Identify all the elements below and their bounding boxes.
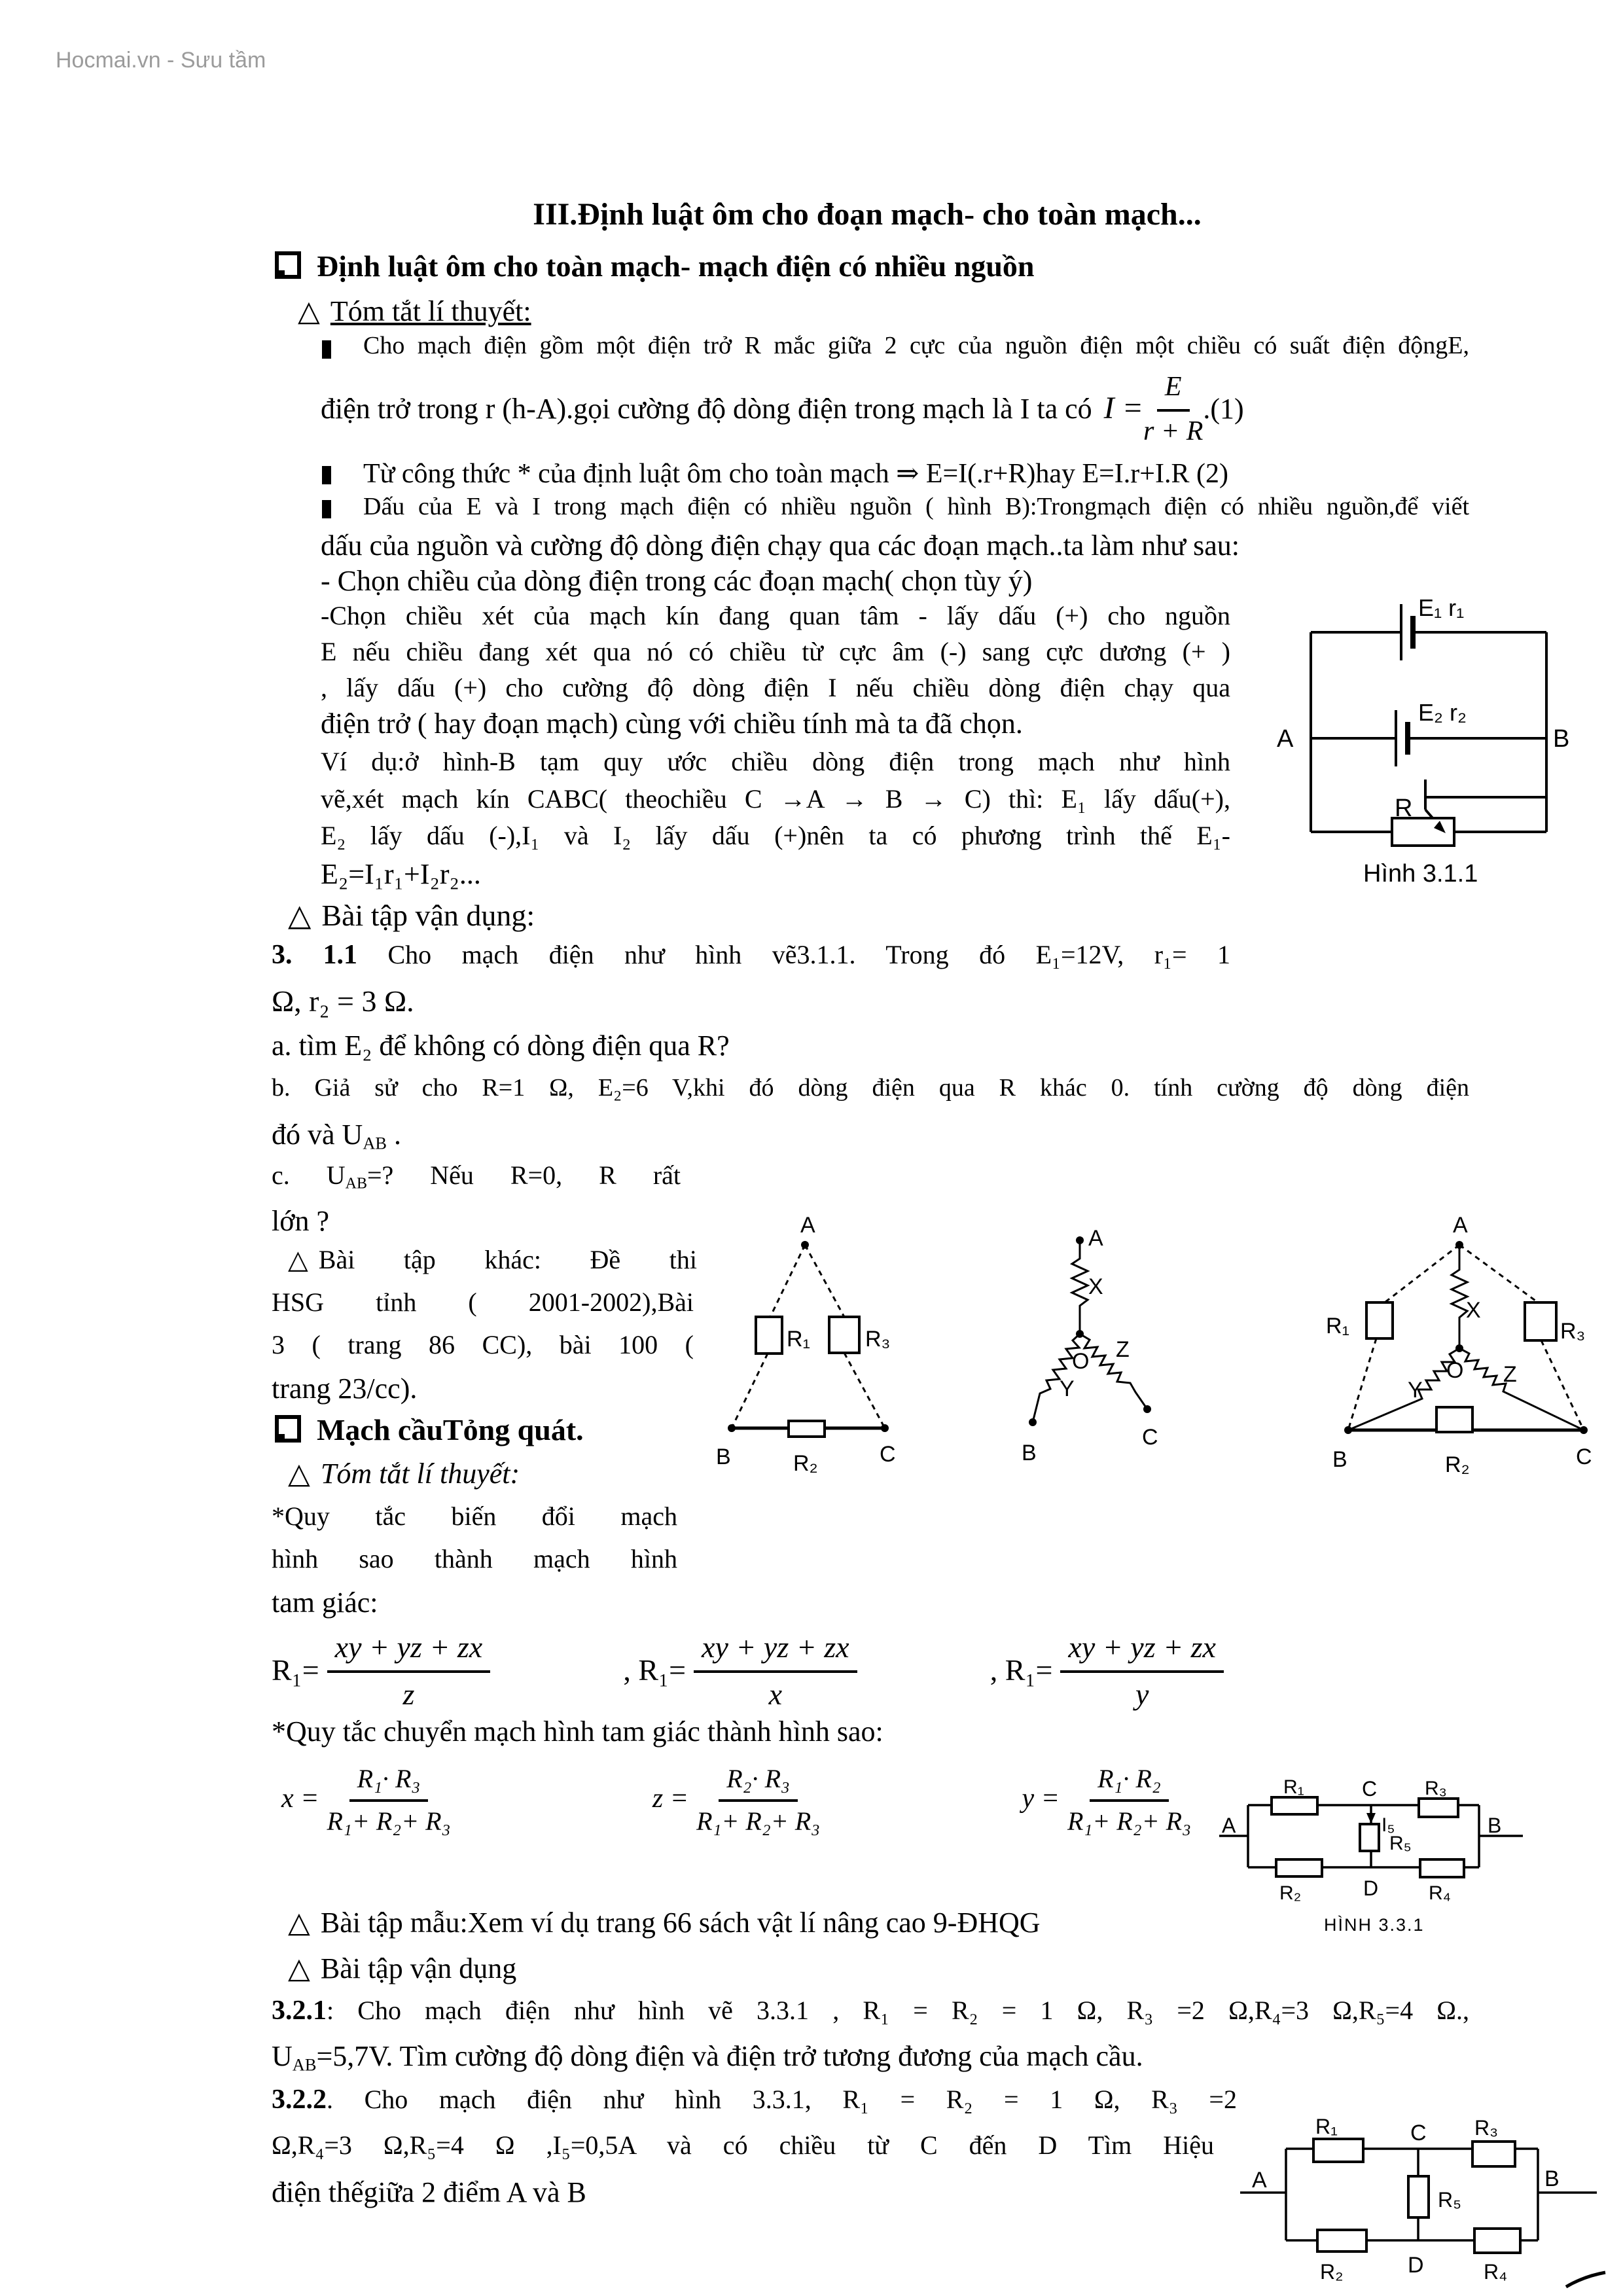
formula-lhs: x = [281,1784,319,1814]
fraction-den: r + R [1143,416,1204,446]
section2-heading [275,1412,584,1448]
formula-lhs: z = [652,1784,689,1814]
text-span: Cho mạch điện như hình vẽ3.1.1. Trong đó E₁=12V, r₁= 1 [357,940,1231,969]
square-box-icon [275,1415,301,1443]
text-span: . Cho mạch điện như hình 3.3.1, R₁ = R₂ = 1 Ω, R₃ =2 [327,2085,1237,2114]
fraction-num: E [1157,370,1190,412]
text-line: , lấy dấu (+) cho cường độ dòng điện I nếu chiều dòng điện chạy qua [321,673,1230,702]
label-Y: Y [1408,1378,1423,1403]
problem-321-line1 [272,1995,1469,2028]
subsection-theory-2 [288,1457,520,1491]
text-line: 3 ( trang 86 CC), bài 100 ( [272,1330,694,1359]
figure-bridge-3-3-1 [1214,1767,1594,1944]
apply-heading-1-text: Bài tập vận dụng: [321,899,535,932]
figure-caption: HÌNH 3.3.1 [1324,1915,1425,1935]
text-line: điện trở ( hay đoạn mạch) cùng với chiều tính mà ta đã chọn. [321,708,1023,740]
fraction [327,1762,450,1837]
fraction-num: xy + yz + zx [694,1628,857,1673]
section2-heading-text: Mạch cầuTỏng quát. [317,1413,584,1446]
fraction-num: R₂· R₃ [719,1762,798,1802]
formula-ohm-total-row [321,370,1244,448]
formula-term [652,1762,820,1837]
formula-lhs: I = [1103,391,1144,426]
label-R: R [1395,795,1413,822]
formula-tag: .(1) [1203,392,1244,425]
formula-lhs: , R₁= [990,1653,1053,1687]
label-Y: Y [1060,1376,1075,1401]
subscript: AB [363,1133,387,1153]
label-I5: I₅ [1382,1814,1395,1836]
label-B: B [1332,1447,1347,1472]
square-bullet-icon [322,500,331,518]
text-line: - Chọn chiều của dòng điện trong các đoạn mạch( chọn tùy ý) [321,565,1033,597]
sample-exercise-line [288,1906,1041,1940]
label-B: B [716,1444,731,1469]
label-R4: R₄ [1484,2260,1508,2284]
triangle-bullet-icon: △ [288,1952,310,1984]
label-C: C [880,1442,896,1467]
label-C: C [1362,1777,1378,1801]
text-line: tam giác: [272,1587,378,1619]
text-line: vẽ,xét mạch kín CABC( theochiều C →A → B → C) thì: E₁ lấy dấu(+), [321,784,1230,814]
text-line: E nếu chiều đang xét qua nó có chiều từ cực âm (-) sang cực dương (+ ) [321,637,1230,666]
label-D: D [1363,1876,1379,1900]
figure-caption: Hình 3.1.1 [1363,860,1478,888]
text-line: hình sao thành mạch hình [272,1544,677,1573]
label-O: O [1072,1349,1090,1374]
label-X: X [1466,1298,1481,1323]
text-span: Bài tập vận dụng [320,1952,517,1984]
text-line: Ω,R₄=3 Ω,R₅=4 Ω ,I₅=0,5A và có chiều từ C đến D Tìm Hiệu [272,2130,1214,2160]
formula-lhs: , R₁= [623,1653,687,1687]
fraction [696,1762,820,1837]
label-C: C [1576,1444,1592,1469]
fraction [1143,370,1203,448]
triangle-bullet-icon: △ [298,295,320,327]
current-arrowhead [1366,1813,1376,1823]
text-span: c. U [272,1160,346,1190]
square-bullet-icon [322,466,331,484]
figure-star-network [1011,1208,1181,1482]
label-R4: R₄ [1429,1882,1451,1904]
problem-322-line1 [272,2084,1237,2117]
fraction-num: R₁· R₃ [349,1762,429,1802]
label-C: C [1410,2121,1427,2145]
problem-311-line1 [272,939,1230,972]
fraction-den: y [1135,1677,1149,1712]
text-line: Ví dụ:ở hình-B tạm quy ước chiều dòng điện trong mạch như hình [321,747,1230,776]
apply-heading-1 [288,898,535,933]
text-span: Bài tập khác: Đề thi [318,1245,697,1274]
text-line: Ω, r₂ = 3 Ω. [272,984,414,1018]
square-bullet-icon [322,340,331,359]
section1-heading-text: Định luật ôm cho toàn mạch- mạch điện có nhiều nguồn [317,249,1035,283]
figure-delta-star-network [1217,1208,1610,1489]
text-line [272,2039,1143,2075]
text-line: b. Giả sử cho R=1 Ω, E₂=6 V,khi đó dòng điện qua R khác 0. tính cường độ dòng điện [272,1074,1469,1102]
figure-bridge-bottom [1214,2114,1623,2296]
fraction [327,1628,491,1713]
fraction-den: R₁+ R₂+ R₃ [1067,1806,1191,1837]
label-A: A [800,1213,815,1238]
label-X: X [1088,1274,1103,1299]
formula-lhs: R₁= [272,1653,319,1687]
triangle-bullet-icon: △ [288,1245,308,1274]
formula-star-to-delta-row [272,1628,1224,1713]
label-Z: Z [1503,1362,1517,1387]
text-span: =5,7V. Tìm cường độ dòng điện và điện trở tương đương của mạch cầu. [316,2040,1143,2072]
label-C: C [1142,1425,1158,1450]
text-line: E₂=I₁r₁+I₂r₂... [321,858,481,890]
doc-title: III.Định luật ôm cho đoạn mạch- cho toàn mạch... [533,197,1202,232]
text-line [272,1160,681,1193]
label-A: A [1453,1213,1468,1238]
label-B: B [1488,1814,1502,1837]
label-R1: R₁ [1283,1776,1304,1798]
text-line: Dấu của E và I trong mạch điện có nhiều nguồn ( hình B):Trongmạch điện có nhiều nguồn,để viết [363,493,1469,520]
label-Z: Z [1116,1337,1130,1362]
text-line: a. tìm E₂ để không có dòng điện qua R? [272,1030,730,1062]
fraction-den: R₁+ R₂+ R₃ [327,1806,451,1837]
subscript: AB [345,1175,367,1193]
section1-heading [275,249,1035,284]
formula-term [1022,1762,1191,1837]
label-R2: R₂ [1279,1882,1302,1904]
subsection-theory-1 [298,295,531,329]
label-R3: R₃ [1474,2116,1499,2140]
triangle-bullet-icon: △ [288,899,312,932]
label-R5: R₅ [1389,1833,1412,1854]
text-line: -Chọn chiều xét của mạch kín đang quan tâm - lấy dấu (+) cho nguồn [321,601,1230,630]
label-B: B [1544,2166,1560,2191]
formula-term [272,1628,490,1713]
formula-term [990,1628,1224,1713]
label-E1r1: E₁ r₁ [1418,594,1465,621]
formula-term [623,1628,857,1713]
fraction-den: z [402,1677,415,1712]
text-line: Từ công thức * của định luật ôm cho toàn mạch ⇒ E=I(.r+R)hay E=I.r+I.R (2) [363,459,1228,489]
text-line: E₂ lấy dấu (-),I₁ và I₂ lấy dấu (+)nên ta có phương trình thế E₁- [321,821,1230,850]
figure-circuit-3-1-1 [1253,573,1620,900]
label-B: B [1022,1441,1037,1465]
text-line: *Quy tắc biến đổi mạch [272,1501,677,1531]
fraction-num: xy + yz + zx [327,1628,491,1673]
label-R1: R₁ [787,1327,811,1352]
page-corner-mark [1566,2272,1605,2287]
text-line: lớn ? [272,1205,330,1237]
text-line: HSG tỉnh ( 2001-2002),Bài [272,1287,694,1317]
label-A: A [1222,1814,1236,1837]
label-O: O [1446,1358,1464,1383]
watermark: Hocmai.vn - Sưu tầm [56,48,266,73]
formula-lhs: y = [1022,1784,1060,1814]
label-R3: R₃ [1425,1778,1447,1799]
text-span: : Cho mạch điện như hình vẽ 3.3.1 , R₁ = R₂ = 1 Ω, R₃ =2 Ω,R₄=3 Ω,R₅=4 Ω., [327,1996,1469,2025]
label-R2: R₂ [1445,1452,1470,1477]
label-R1: R₁ [1326,1314,1350,1338]
text-line: *Quy tắc chuyển mạch hình tam giác thành hình sao: [272,1715,883,1748]
triangle-bullet-icon: △ [288,1907,310,1939]
apply-heading-2 [288,1952,516,1986]
fraction [694,1628,857,1713]
figure-delta-network [707,1208,923,1489]
label-B: B [1553,725,1570,753]
fraction [1067,1762,1191,1837]
subsection-theory-2-text: Tóm tắt lí thuyết: [320,1458,520,1490]
text-span: Bài tập mẫu:Xem ví dụ trang 66 sách vật lí nâng cao 9-ĐHQG [320,1907,1041,1939]
subscript: AB [292,2054,317,2075]
label-R2: R₂ [793,1451,818,1476]
triangle-bullet-icon: △ [288,1458,310,1490]
fraction-den: R₁+ R₂+ R₃ [696,1806,821,1837]
problem-number: 3.2.2 [272,2085,327,2115]
label-R3: R₃ [1560,1319,1586,1344]
label-R5: R₅ [1438,2188,1461,2212]
label-A: A [1088,1226,1103,1251]
text-span: đó và U [272,1119,363,1151]
problem-number: 3. 1.1 [272,940,357,970]
label-R1: R₁ [1315,2115,1338,2138]
fraction-den: x [768,1677,783,1712]
fraction-num: R₁· R₂ [1090,1762,1169,1802]
fraction-num: xy + yz + zx [1060,1628,1224,1673]
label-A: A [1252,2168,1267,2193]
label-E2r2: E₂ r₂ [1418,699,1467,726]
problem-number: 3.2.1 [272,1996,327,2026]
subsection-theory-1-text: Tóm tắt lí thuyết: [330,295,531,327]
text-span: . [386,1119,401,1151]
formula-term [281,1762,451,1837]
text-line: trang 23/cc). [272,1372,418,1405]
fraction [1060,1628,1224,1713]
other-exercises-line [288,1244,697,1275]
label-R2: R₂ [1320,2260,1344,2284]
text-span: U [272,2040,293,2072]
label-A: A [1277,725,1294,753]
text-line: dấu của nguồn và cường độ dòng điện chạy qua các đoạn mạch..ta làm như sau: [321,529,1240,562]
label-R3: R₃ [865,1327,891,1352]
text-span: điện trở trong r (h-A).gọi cường độ dòng điện trong mạch là I ta có [321,392,1092,425]
text-line: Cho mạch điện gồm một điện trở R mắc giữa 2 cực của nguồn điện một chiều có suất điện độngE, [363,332,1469,359]
text-line: điện thếgiữa 2 điểm A và B [272,2176,586,2208]
formula-delta-to-star-row [281,1762,1191,1837]
text-span: =? Nếu R=0, R rất [366,1160,681,1190]
square-box-icon [275,251,301,279]
text-line [272,1118,401,1154]
label-D: D [1408,2253,1424,2278]
